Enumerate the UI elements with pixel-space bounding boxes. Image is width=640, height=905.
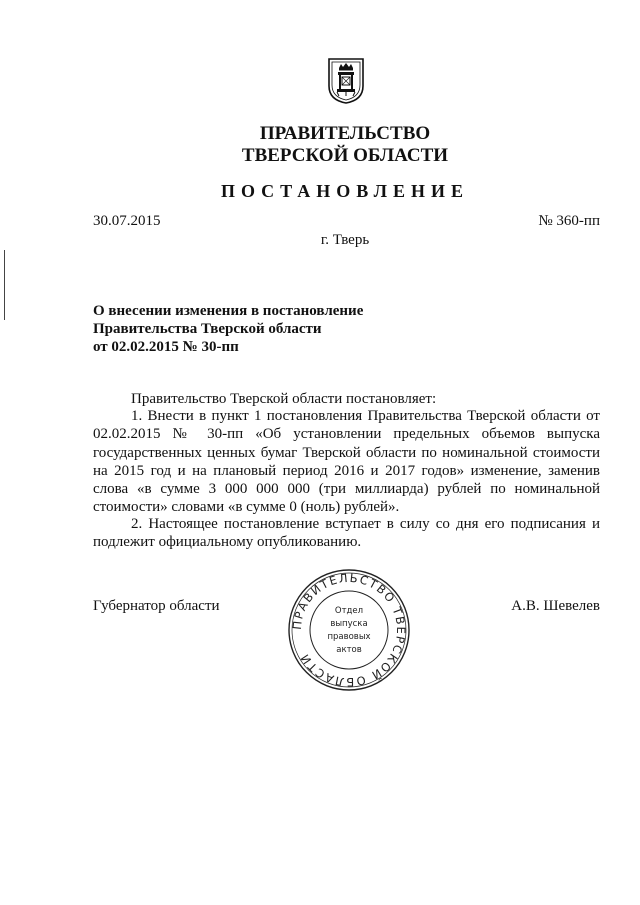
government-title-line2: ТВЕРСКОЙ ОБЛАСТИ: [241, 145, 449, 166]
stamp-center-line3: правовых: [327, 632, 371, 642]
signatory-position: Губернатор области: [93, 598, 220, 614]
document-type-title: ПОСТАНОВЛЕНИЕ: [220, 181, 470, 201]
stamp-center-line2: выпуска: [330, 619, 368, 629]
stamp-center-line4: актов: [336, 645, 362, 655]
subject-line3: от 02.02.2015 № 30-пп: [93, 339, 239, 355]
signatory-name: А.В. Шевелев: [511, 598, 600, 614]
body-intro: [93, 390, 600, 408]
stamp-center-line1: Отдел: [334, 606, 364, 616]
body-paragraph-2: [93, 515, 600, 552]
government-title-line1: ПРАВИТЕЛЬСТВО: [259, 123, 431, 144]
document-city: г. Тверь: [320, 232, 370, 248]
scan-edge-mark: [4, 250, 5, 320]
document-subject: [93, 302, 363, 356]
coat-of-arms-icon: [327, 56, 365, 104]
intro-paragraph: Правительство Тверской области постановляет:: [131, 391, 437, 407]
official-stamp-icon: [286, 567, 412, 693]
paragraph-2-text: 2. Настоящее постановление вступает в силу со дня его подписания и подлежит официальному опубликованию.: [93, 516, 600, 551]
subject-line2: Правительства Тверской области: [93, 321, 322, 337]
stamp-ring-text: ПРАВИТЕЛЬСТВО ТВЕРСКОЙ ОБЛАСТИ: [289, 570, 409, 690]
paragraph-1-text: 1. Внести в пункт 1 постановления Правительства Тверской области от 02.02.2015 № 30-пп «Об установлении предельных объемов выпуска государственных ценных бумаг Тверской области по номинальной стоимости на 2015 год и на плановый период 2016 и 2017 годов» изменение, заменив слова «в сумме 3 000 000 000 (три миллиарда) рублей по номинальной стоимости» словами «в сумме 0 (ноль) рублей».: [93, 408, 600, 516]
subject-line1: О внесении изменения в постановление: [93, 303, 364, 319]
document-date: 30.07.2015: [93, 213, 161, 229]
document-number: № 360-пп: [538, 213, 600, 229]
body-paragraph-1: [93, 407, 600, 517]
